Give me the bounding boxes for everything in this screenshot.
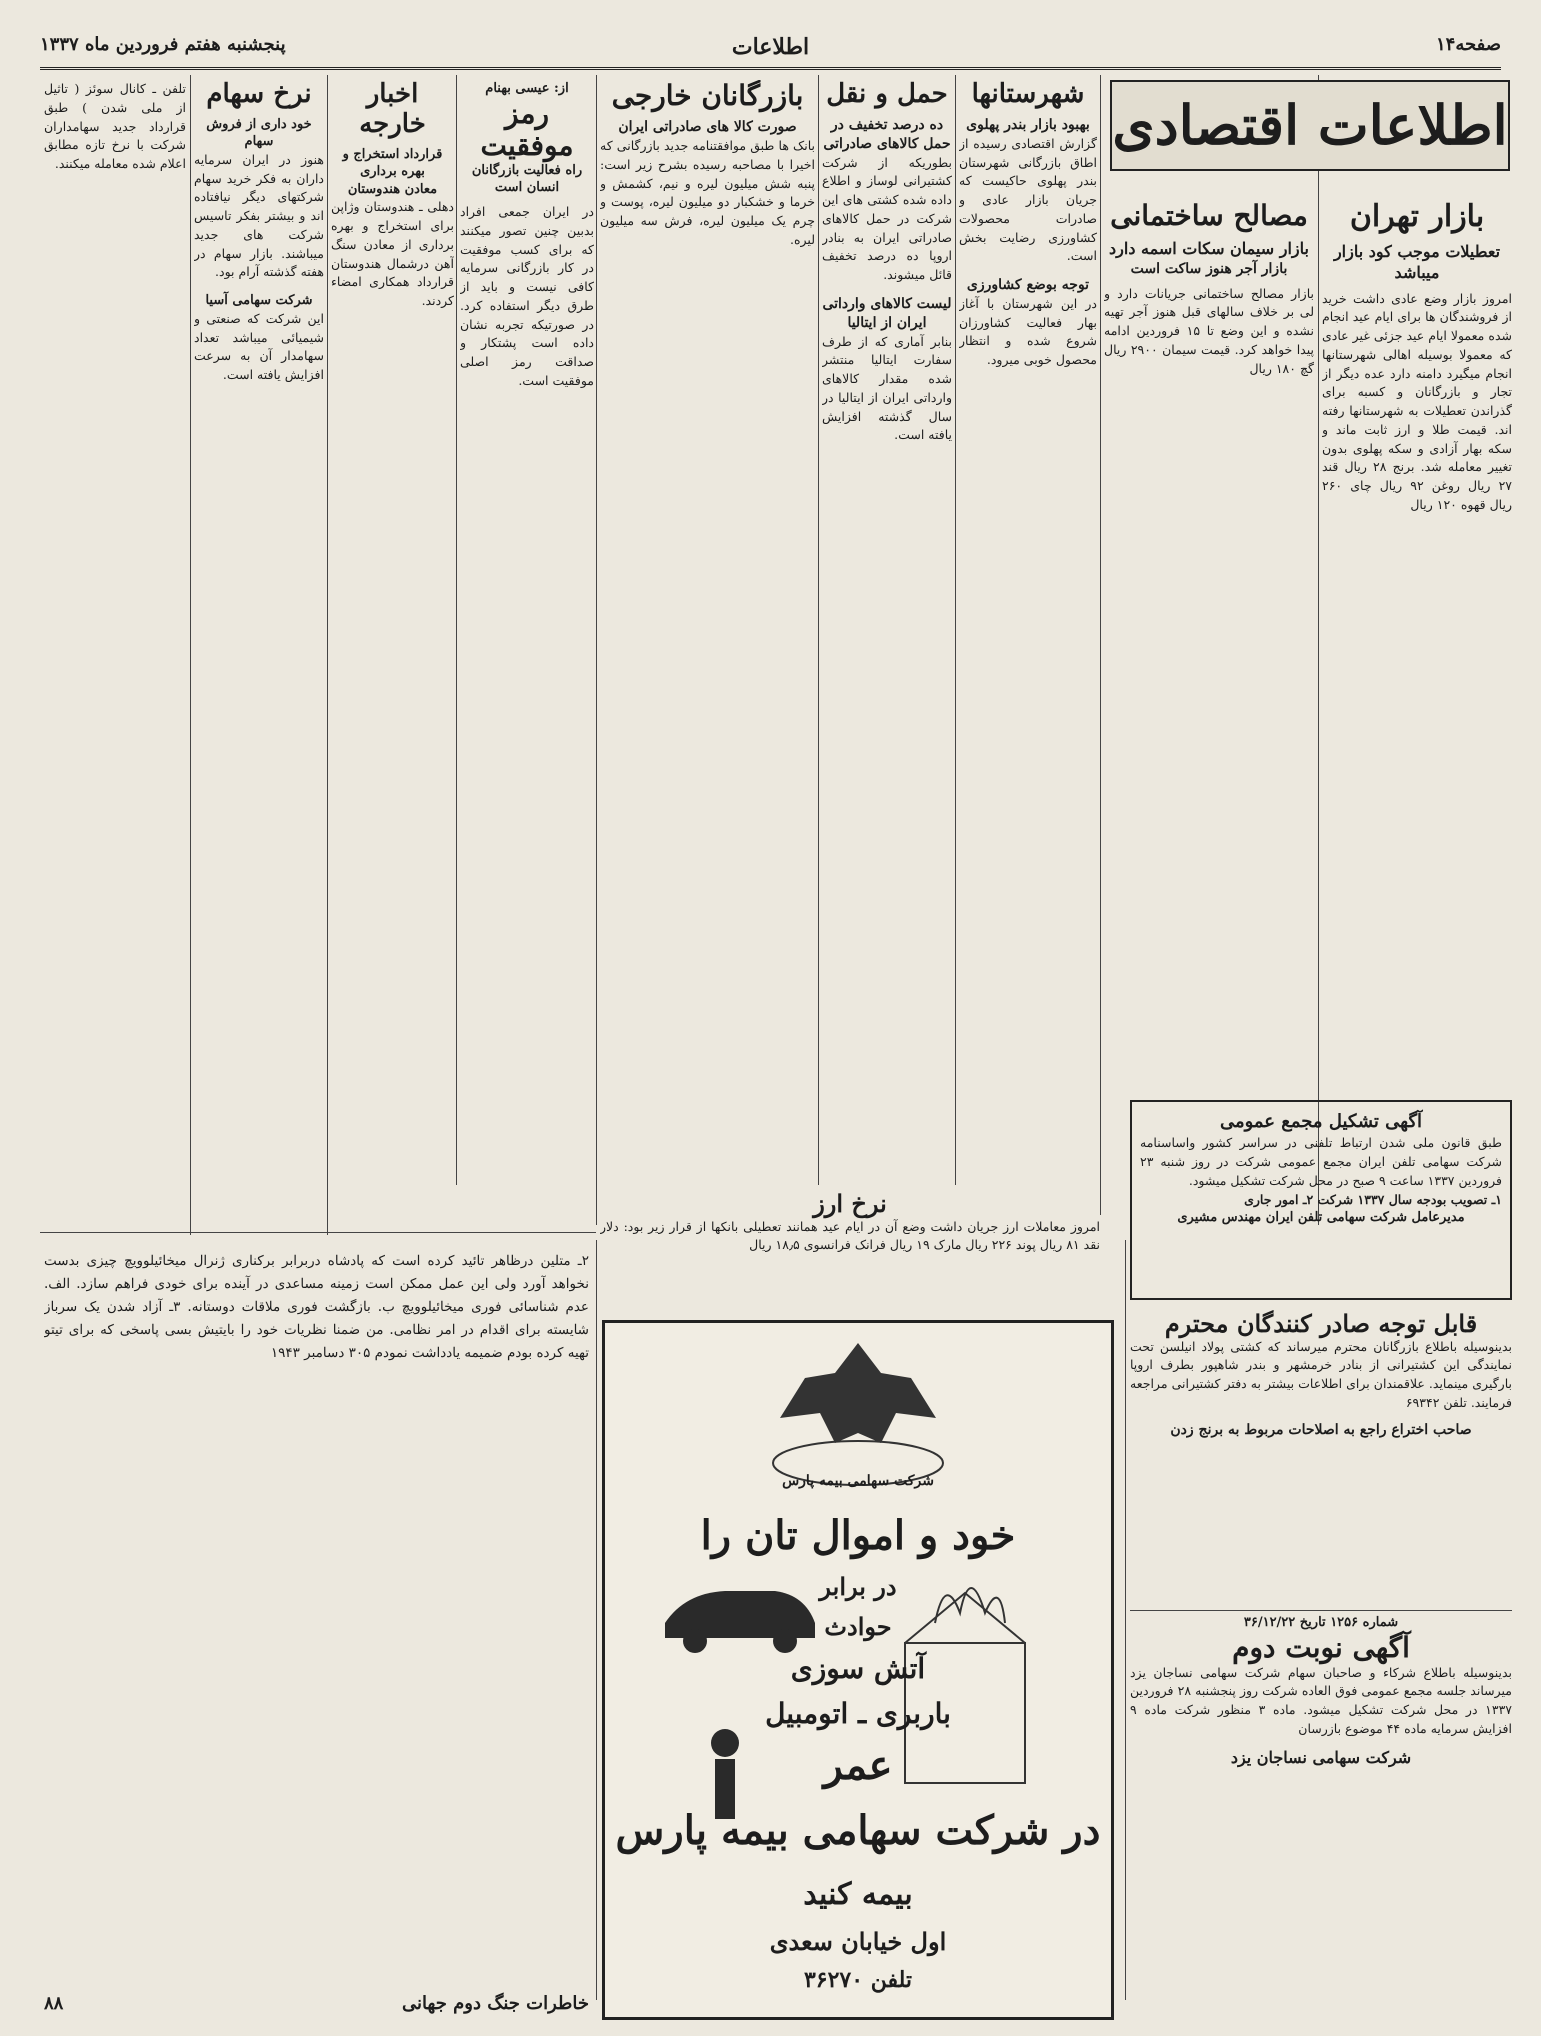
- economic-banner: اطلاعات اقتصادی: [1110, 80, 1510, 190]
- article-body: بانک ها طبق موافقتنامه جدید بازرگانی که اخیرا با مصاحبه رسیده بشرح زیر است: پنبه شش میلیون لیره و نیم، کشمش و خرما و خشکبار دو میلیون لیره، پوست و چرم یک میلیون لیره، فرش سه میلیون لیره.: [600, 138, 815, 247]
- article-body: دهلی ـ هندوستان وژاپن برای استخراج و بهره برداری از معادن سنگ آهن درشمال هندوستان قرارداد همکاری امضاء کردند.: [331, 199, 454, 309]
- stock-rates-column: [194, 80, 324, 760]
- headline: قرارداد استخراج و بهره برداری: [342, 146, 443, 180]
- notice-body: بدینوسیله باطلاع بازرگانان محترم میرساند که کشتی پولاد انیلسن تحت نمایندگی این کشتیرانی از بنادر خرمشهر و بندر شاهپور بطرف اروپا بارگیری مینماید. علاقمندان برای اطلاعات بیشتر به دفتر کشتیرانی مراجعه فرمایند. تلفن ۶۹۳۴۲: [1130, 1338, 1512, 1410]
- eagle-caption: شرکت سهامی بیمه پارس: [782, 1473, 934, 1489]
- second-notice: [1130, 1614, 1512, 2014]
- page-mark: ۸۸: [44, 1992, 64, 2014]
- article-body: ۲ـ متلین درظاهر تائید کرده است که پادشاه دربرابر برکناری ژنرال میخائیلوویچ چیزی بدست نخواهد آورد ولی این عمل ممکن است زمینه مساعدی در آینده برای خودی فراهم سازد. الف. عدم شناسائی فوری میخائیلوویچ ب. بازگشت فوری ملاقات دوستانه. ۳ـ آزاد شدن یک سرباز شایسته برای اقدام در امر نظامی. من ضمنا نظریات خود را بایتیش بسی پاسخی که برای تیتو تهیه کرده بودم ضمیمه یادداشت نمودم ۳۰۵ دسامبر ۱۹۴۳: [44, 1253, 589, 1361]
- ad-address: اول خیابان سعدی: [769, 1927, 947, 1956]
- headline: بازار سیمان سکات اسمه دارد: [1109, 239, 1309, 259]
- article-body: بطوریکه از شرکت کشتیرانی لوساز و اطلاع داده شده کشتی های این شرکت در حمل کالاهای صادراتی ایران به بنادر اروپا ده درصد تخفیف قائل میشوند.: [822, 154, 952, 283]
- article-body: بازار مصالح ساختمانی جریانات دارد و لی بر خلاف سالهای قبل هنوز آجر تهیه نشده و این وضع تا ۱۵ فروردین ادامه پیدا خواهد کرد. قیمت سیمان ۲۹۰۰ ریال گچ ۱۸۰ ریال: [1104, 285, 1314, 376]
- notice-reference: شماره ۱۲۵۶ تاریخ ۳۶/۱۲/۲۲: [1243, 1615, 1399, 1630]
- headline: بهبود بازار بندر پهلوی: [966, 116, 1090, 133]
- subheadline: شرکت سهامی آسیا: [205, 293, 313, 309]
- article-body-2: بنابر آماری که از طرف سفارت ایتالیا منتشر شده مقدار کالاهای وارداتی ایران از ایتالیا در سال گذشته افزایش یافته است.: [822, 333, 952, 443]
- subheadline: توجه بوضع کشاورزی: [966, 277, 1090, 294]
- subheadline: راه فعالیت بازرگانان انسان است: [471, 162, 583, 196]
- ad-line-5: باربری ـ اتومبیل: [765, 1697, 951, 1730]
- notice-title: قابل توجه صادر کنندگان محترم: [1164, 1310, 1478, 1338]
- ad-line-2: در برابر: [819, 1572, 897, 1601]
- subheadline: بازار آجر هنوز ساکت است: [1130, 260, 1288, 277]
- headline: ده درصد تخفیف در حمل کالاهای صادراتی: [823, 116, 951, 152]
- section-title: نرخ سهام: [206, 80, 312, 109]
- ticker-column: [44, 80, 186, 1220]
- eagle-emblem-icon: [773, 1343, 943, 1485]
- section-title: بازار تهران: [1349, 200, 1485, 234]
- headline: تعطیلات موجب کود بازار میباشد: [1333, 241, 1501, 283]
- ad-phone: تلفن ۳۶۲۷۰: [803, 1967, 913, 1993]
- ad-line-6: عمر: [823, 1742, 893, 1789]
- memoir-article: [44, 1250, 589, 2030]
- notice-title: آگهی تشکیل مجمع عمومی: [1219, 1111, 1423, 1132]
- notice-body: طبق قانون ملی شدن ارتباط تلفنی در سراسر کشور واساسنامه شرکت سهامی تلفن ایران مجمع عمومی شرکت در روز شنبه ۲۳ فروردین ۱۳۳۷ ساعت ۹ صبح در محل شرکت تشکیل میشود.: [1140, 1135, 1502, 1188]
- general-assembly-notice: [1130, 1100, 1512, 1300]
- notice-signature: شرکت سهامی نساجان یزد: [1230, 1747, 1412, 1767]
- notice-title: آگهی نوبت دوم: [1232, 1630, 1410, 1664]
- section-title: نرخ ارز: [813, 1190, 887, 1218]
- tehran-market-column: [1322, 200, 1512, 1200]
- article-body: در ایران جمعی افراد بدبین چنین تصور میکنند که برای کسب موفقیت در کار بازرگانی سرمایه کافی نیست و باید از طرق دیگر استفاده کرد. در صورتیکه تجربه نشان داده است پشتکار و صداقت رمز اصلی موفقیت است.: [460, 204, 594, 388]
- date-line: پنجشنبه هفتم فروردین ماه ۱۳۳۷: [40, 34, 286, 55]
- article-body: هنوز در ایران سرمایه داران به فکر خرید سهام شرکتهای دیگر نیافتاده اند و بیشتر بفکر تاسیس شرکت های جدید میباشند. بازار سهام در هفته گذشته آرام بود.: [194, 151, 324, 280]
- section-title: شهرستانها: [971, 80, 1085, 109]
- ad-line-3: حوادث: [824, 1612, 892, 1641]
- building-materials-column: [1104, 200, 1314, 1200]
- ad-line-1: خود و اموال تان را: [700, 1512, 1016, 1559]
- ad-line-7: در شرکت سهامی بیمه پارس: [615, 1807, 1101, 1854]
- article-body: امروز معاملات ارز جریان داشت وضع آن در ایام عید همانند تعطیلی بانکها از قرار زیر بود: دلار نقد ۸۱ ریال پوند ۲۲۶ ریال مارک ۱۹ ریال فرانک فرانسوی ۱۸٫۵ ریال: [600, 1218, 1100, 1253]
- page-header: [40, 28, 1501, 70]
- headline: صورت کالا های صادراتی ایران: [618, 119, 797, 136]
- article-body: امروز بازار وضع عادی داشت خرید از فروشندگان ها برای ایام عید انجام شده معمولا ایام عید جزئی غیر عادی که معمولا بوسیله اهالی شهرستانها انجام میگیرد دامنه دارد عده دیگر از تجار و بازرگانان و کسبه برای گذراندن تعطیلات به شهرستانها رفته اند. قیمت طلا و ارز ثابت ماند و سکه بهار آزادی و سکه پهلوی بدون تغییر معامله شد. برنج ۲۸ ریال قند ۲۷ ریال روغن ۹۲ ریال چای ۲۶۰ ریال قهوه ۱۲۰ ریال: [1322, 290, 1512, 512]
- notice-note: صاحب اختراع راجع به اصلاحات مربوط به برنج زدن: [1170, 1421, 1472, 1438]
- section-title: حمل و نقل: [826, 80, 948, 109]
- section-title: اخبار خارجه: [359, 80, 426, 139]
- ad-line-4: آتش سوزی: [790, 1652, 926, 1685]
- provinces-column: [959, 80, 1097, 1180]
- headline: خود داری از فروش سهام: [206, 116, 312, 150]
- notice-agenda: ۱ـ تصویب بودجه سال ۱۳۳۷ شرکت ۲ـ امور جاری: [1244, 1191, 1502, 1207]
- paper-name: اطلاعات: [731, 34, 810, 60]
- ad-line-8: بیمه کنید: [803, 1877, 913, 1912]
- success-column: [460, 80, 594, 1180]
- article-body-2: این شرکت که صنعتی و شیمیائی میباشد تعداد سهامدار آن به سرعت افزایش یافته است.: [194, 310, 324, 383]
- fx-rates-box: [600, 1190, 1100, 1310]
- article-body: گزارش اقتصادی رسیده از اطاق بازرگانی شهرستان بندر پهلوی حاکیست که جریان بازار عادی و صادرات محصولات کشاورزی رضایت بخش است.: [959, 135, 1097, 264]
- notice-signature: مدیرعامل شرکت سهامی تلفن ایران مهندس مشیری: [1177, 1210, 1465, 1226]
- headline: رمز موفقیت: [480, 96, 574, 162]
- foreign-traders-column: [600, 80, 815, 1180]
- section-title: مصالح ساختمانی: [1110, 200, 1308, 232]
- foreign-news-column: [331, 80, 454, 1180]
- notice-body: بدینوسیله باطلاع شرکاء و صاحبان سهام شرکت سهامی نساجان یزد میرساند جلسه مجمع عمومی فوق العاده شرکت روز پنجشنبه ۲۸ فروردین ۱۳۳۷ در محل شرکت تشکیل میشود. ماده ۳ منظور شرکت ماده ۹ افزایش سرمایه ماده ۴۴ موضوع بازرسان: [1130, 1664, 1512, 1736]
- article-body-2: در این شهرستان با آغاز بهار فعالیت کشاورزان شروع شده و انتظار محصول خوبی میرود.: [959, 295, 1097, 368]
- byline: از: عیسی بهنام: [485, 81, 569, 96]
- subheadline: معادن هندوستان: [347, 181, 438, 197]
- insurance-advertisement: [602, 1320, 1114, 2020]
- article-body: تلفن ـ کانال سوئز ( تاثیل از ملی شدن ) طبق قرارداد جدید سهامداران شرکت با نرخ تازه مطابق اعلام شده معامله میکنند.: [44, 81, 186, 171]
- exporters-notice: [1130, 1310, 1512, 1600]
- subheadline: لیست کالاهای وارداتی ایران از ایتالیا: [822, 295, 952, 331]
- transport-column: [822, 80, 952, 1180]
- page-label: صفحه۱۴: [1435, 34, 1501, 55]
- section-title: بازرگانان خارجی: [611, 80, 804, 112]
- series-footer: خاطرات جنگ دوم جهانی: [401, 1992, 589, 2014]
